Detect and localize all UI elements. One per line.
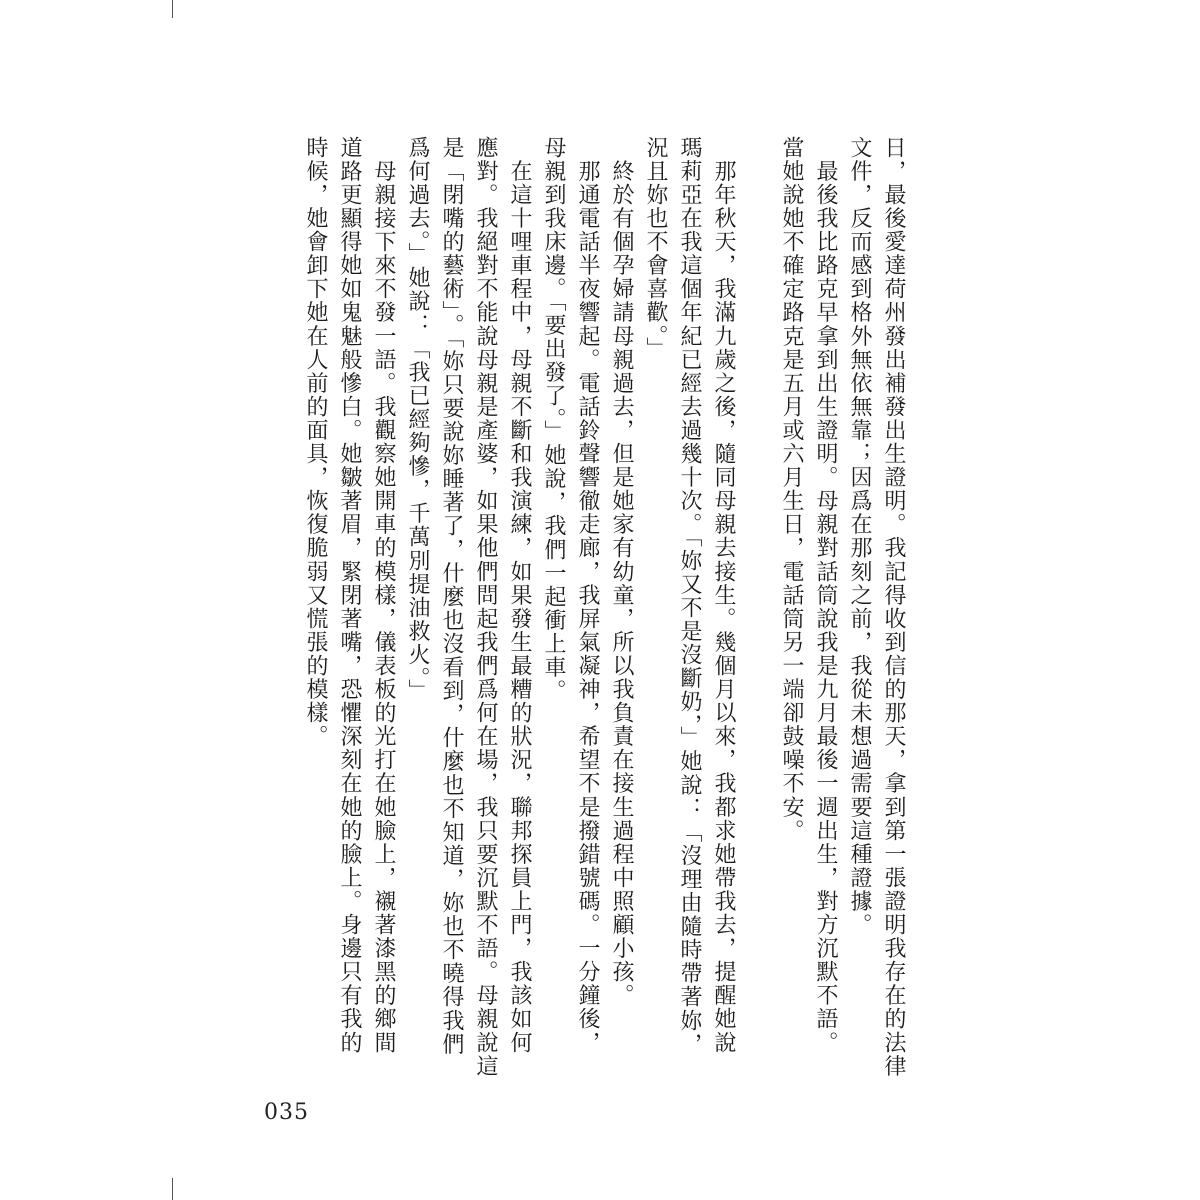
text-line: 母親接下來不發一語。我觀察她開車的模樣，儀表板的光打在她臉上，襯著漆黑的鄉間 [371,136,396,1055]
text-line: 爲何過去。」她說：「我已經夠慘，千萬別提油救火。」 [405,136,430,703]
text-line: 最後我比路克早拿到出生證明。母親對話筒說我是九月最後一週出生，對方沉默不語。 [813,136,838,1055]
paragraph-gap [740,136,774,866]
text-line: 在這十哩車程中，母親不斷和我演練，如果發生最糟的狀況，聯邦探員上門，我該如何 [507,136,532,1055]
text-line: 母親到我床邊。「要出發了。」她說，我們一起衝上車。 [541,136,566,703]
text-line: 況且妳也不會喜歡。」 [643,136,668,361]
text-line: 日，最後愛達荷州發出補發出生證明。我記得收到信的那天，拿到第一張證明我存在的法律 [881,136,906,1078]
text-line: 是「閉嘴的藝術」。「妳只要說妳睡著了，什麼也沒看到，什麼也不知道，妳也不曉得我們 [439,136,464,1056]
text-line: 應對。我絕對不能說母親是產婆，如果他們問起我們爲何在場，我只要沉默不語。母親說這 [473,136,498,1078]
page-number: 035 [264,1100,309,1125]
crop-mark-bottom [172,1178,173,1200]
text-line: 時候，她會卸下她在人前的面具，恢復脆弱又慌張的模樣。 [303,136,328,749]
text-line: 當她說她不確定路克是五月或六月生日，電話筒另一端卻鼓噪不安。 [779,136,804,843]
text-line: 道路更顯得她如鬼魅般慘白。她皺著眉，緊閉著嘴，恐懼深刻在她的臉上。身邊只有我的 [337,136,362,1055]
crop-mark-top [172,0,173,18]
text-line: 終於有個孕婦請母親過去，但是她家有幼童，所以我負責在接生過程中照顧小孩。 [609,136,634,1008]
text-line: 文件，反而感到格外無依無靠；因爲在那刻之前，我從未想過需要這種證據。 [847,136,872,937]
vertical-text-block [298,136,910,1078]
text-line: 那通電話半夜響起。電話鈴聲響徹走廊，我屏氣凝神，希望不是撥錯號碼。一分鐘後， [575,136,600,1055]
text-line: 瑪莉亞在我這個年紀已經去過幾十次。「妳又不是沒斷奶，」她說：「沒理由隨時帶著妳， [677,136,702,1056]
text-line: 那年秋天，我滿九歲之後，隨同母親去接生。幾個月以來，我都求她帶我去，提醒她說 [711,136,736,1055]
